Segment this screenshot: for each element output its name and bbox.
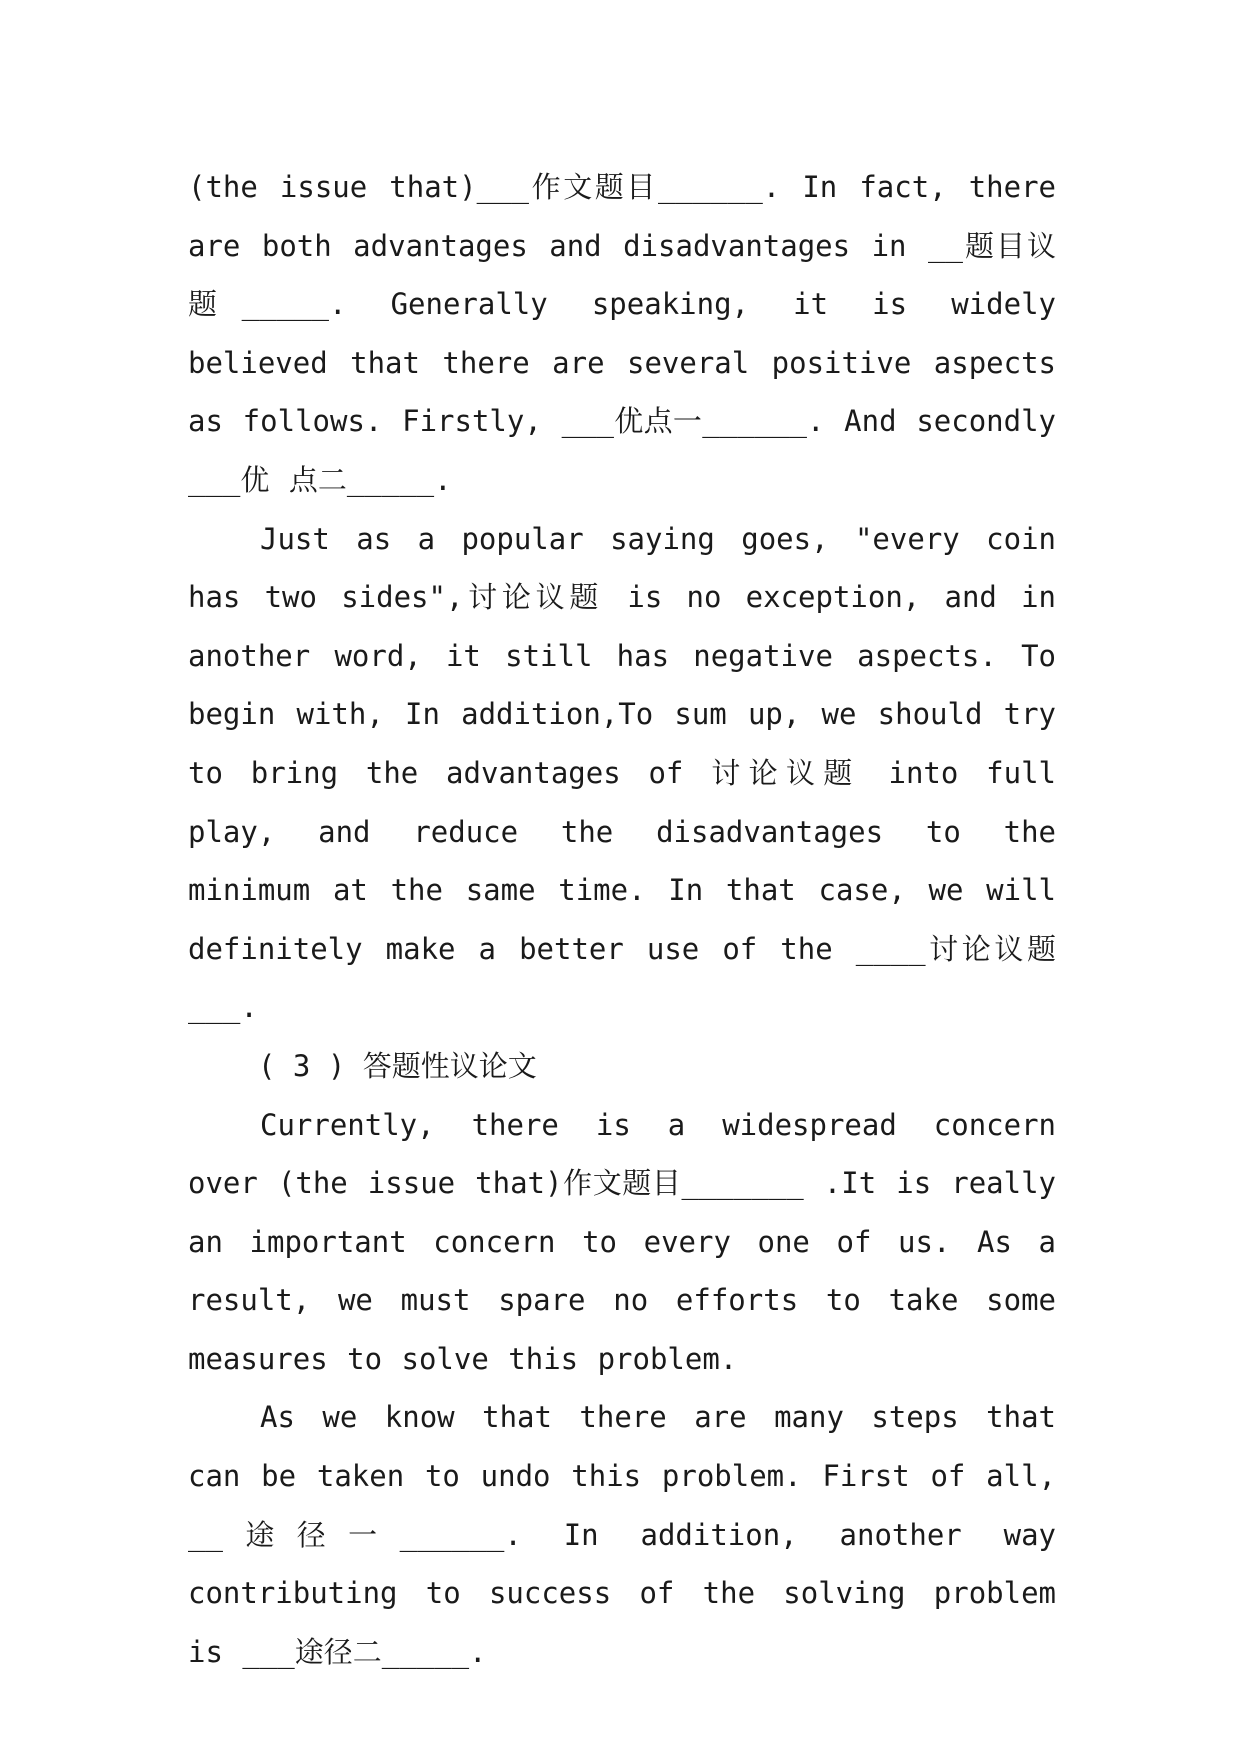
section-heading: ( 3 ) 答题性议论文 — [258, 1048, 537, 1083]
paragraph-negative-aspects: Just as a popular saying goes, "every coin has two sides",讨论议题 is no exception, and in another word, it still has negative aspects. To begin with, In addition,To sum up, we should try to bring the advantages of 讨论议题 into full play, and reduce the disadvantages to the minimum at the same time. In that case, we will definitely make a better use of the ____讨论议题___. — [188, 521, 1056, 1025]
paragraph-intro-continued: (the issue that)___作文题目______. In fact, there are both advantages and disadvantages in __题目议题_____. Generally speaking, it is widely believed that there are several positive aspects as follows. Firstly, ___优点一______. And secondly ___优 点二_____. — [188, 170, 1056, 497]
paragraph-steps: As we know that there are many steps that can be taken to undo this problem. First of all, __途径一______. In addition, another way contributing to success of the solving problem is ___途径二_____. — [188, 1400, 1056, 1669]
paragraph-concern: Currently, there is a widespread concern over (the issue that)作文题目_______ .It is really an important concern to every one of us. As a result, we must spare no efforts to take some measures to solve this problem. — [188, 1107, 1056, 1376]
document-page — [188, 158, 1056, 1681]
